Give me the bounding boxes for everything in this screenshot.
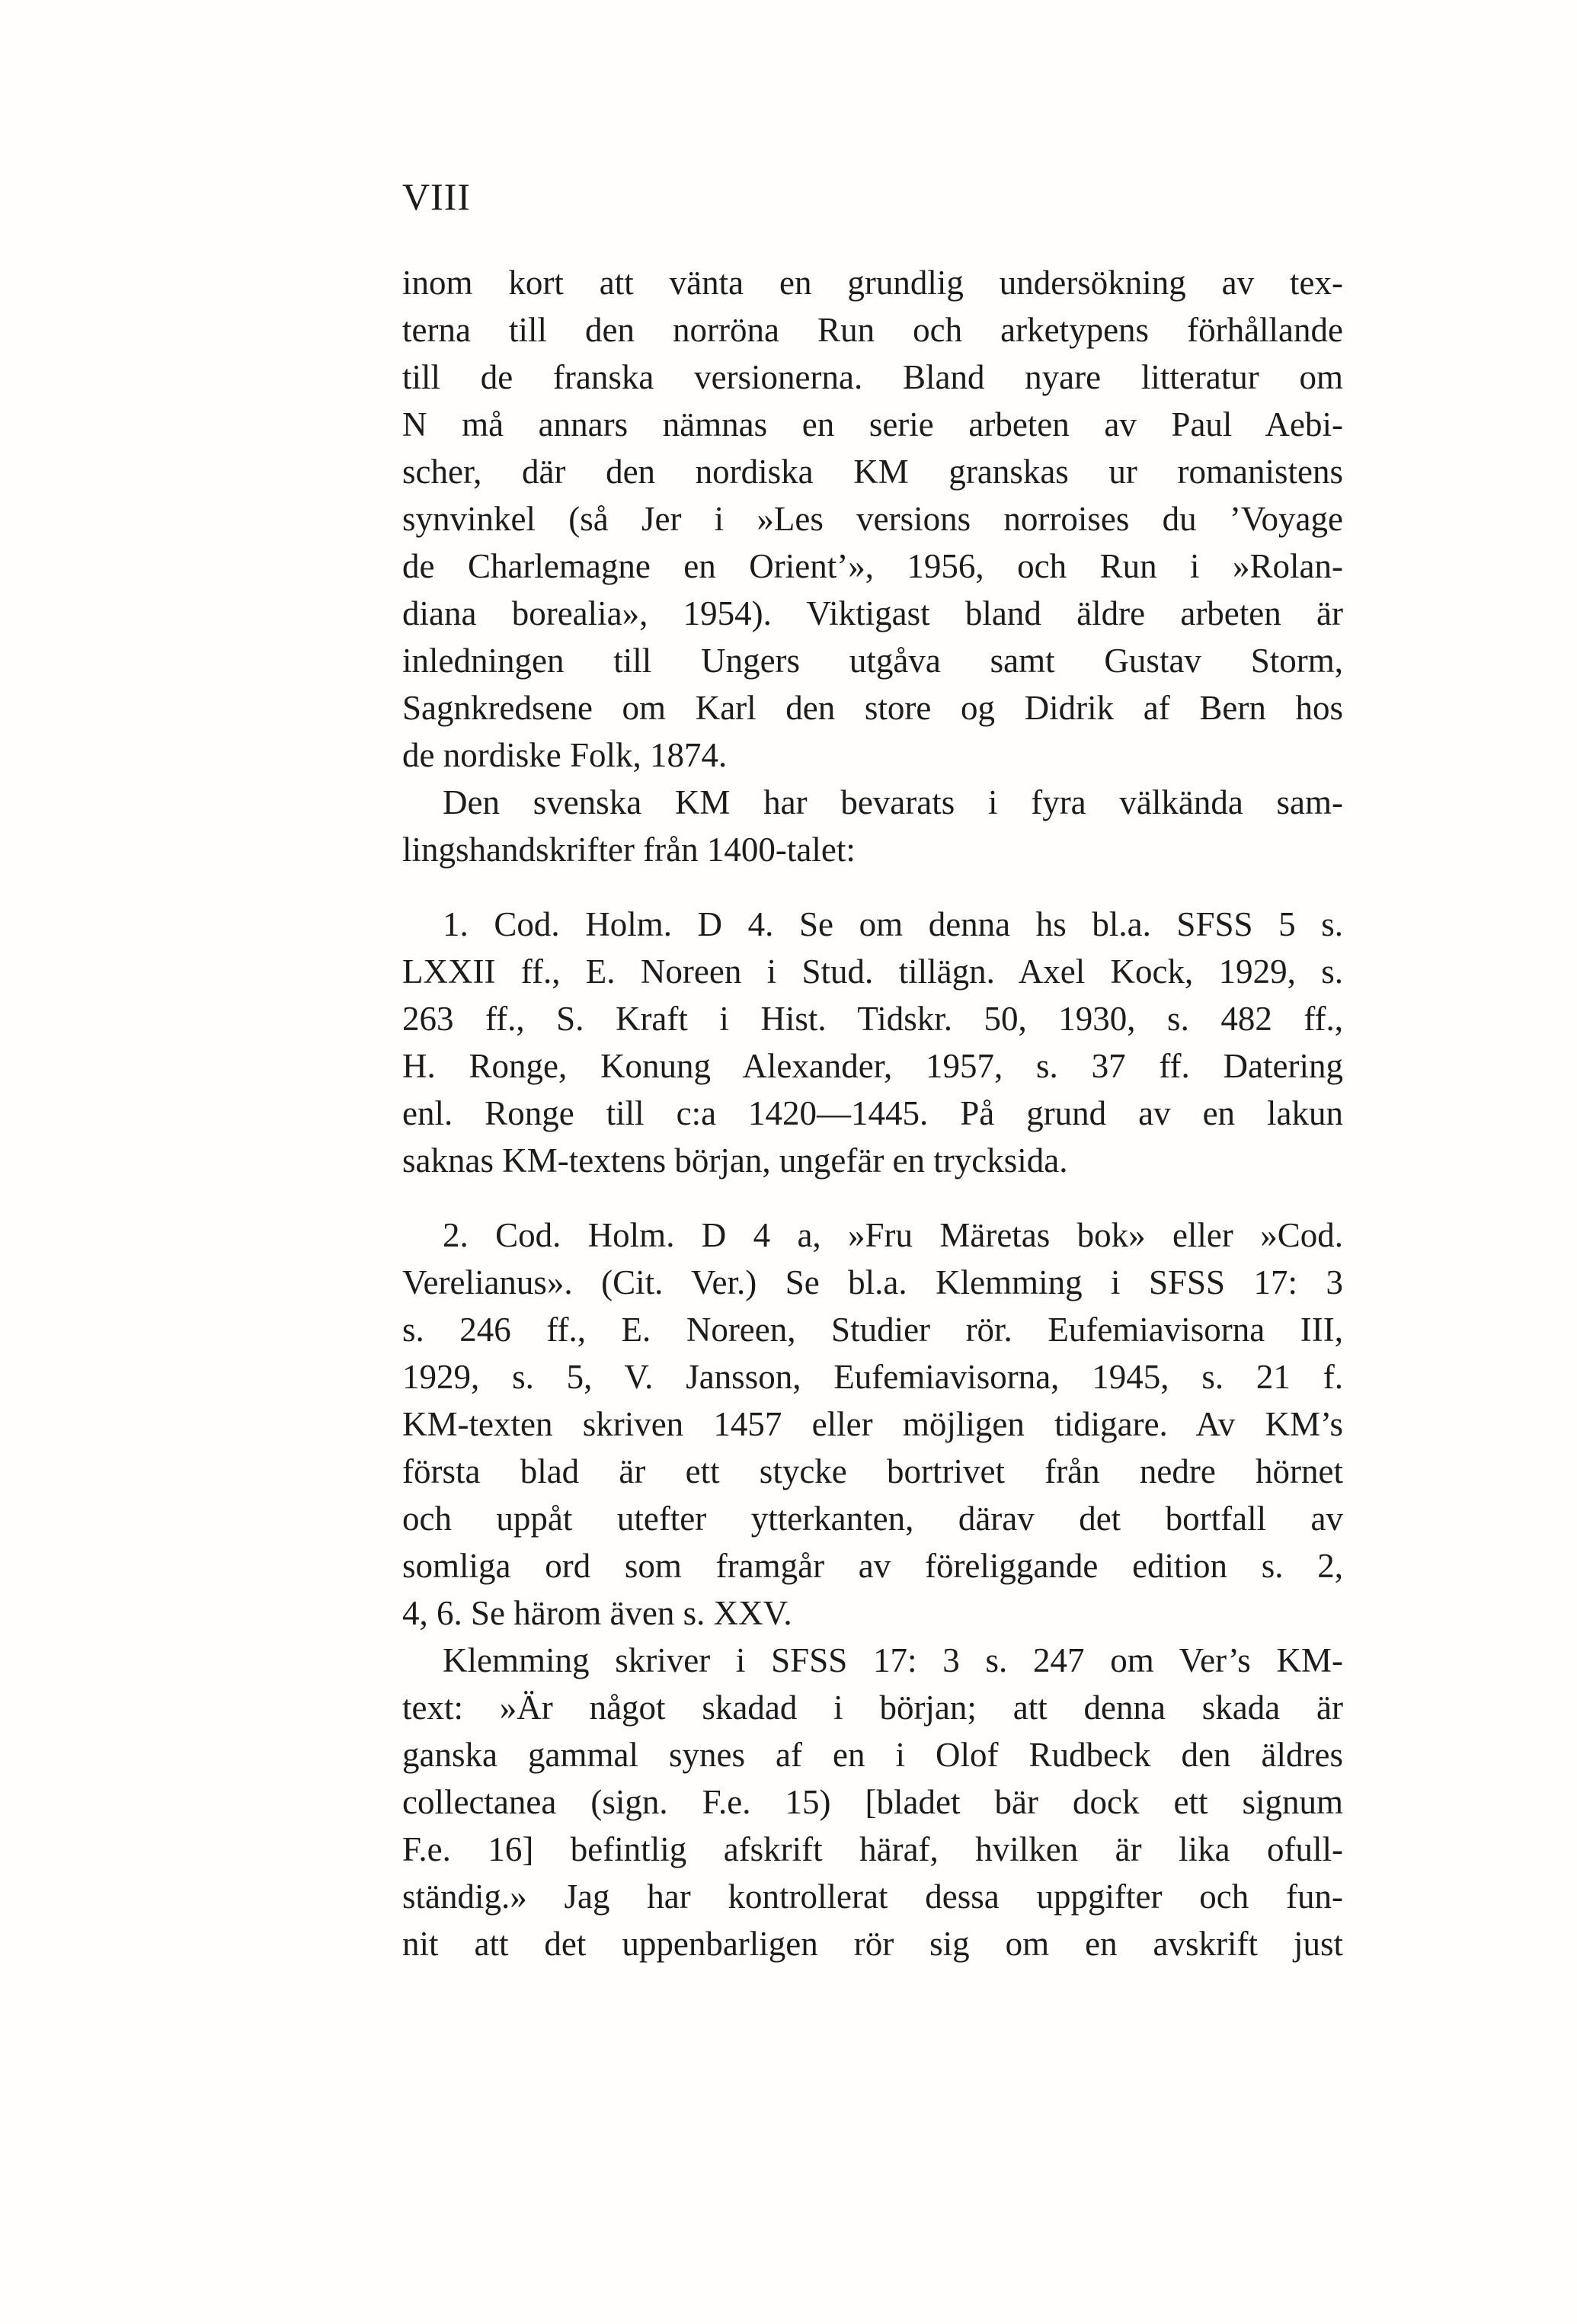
text-line: synvinkel (så Jer i »Les versions norroises du ’Voyage [402,500,1343,538]
text-line: inom kort att vänta en grundlig undersökning av tex- [402,264,1343,302]
text-line: ständig.» Jag har kontrollerat dessa uppgifter och fun- [402,1877,1343,1916]
text-line: somliga ord som framgår av föreliggande edition s. 2, [402,1547,1343,1585]
text-line: KM-texten skriven 1457 eller möjligen tidigare. Av KM’s [402,1405,1343,1443]
text-line: saknas KM-textens början, ungefär en trycksida. [402,1141,1068,1180]
text-line: 2. Cod. Holm. D 4 a, »Fru Märetas bok» eller »Cod. [443,1216,1343,1254]
text-block [402,259,1343,1967]
page-number: VIII [402,175,472,218]
text-line: scher, där den nordiska KM granskas ur romanistens [402,453,1343,491]
text-line: inledningen till Ungers utgåva samt Gustav Storm, [402,642,1343,680]
text-line: lingshandskrifter från 1400-talet: [402,831,856,869]
text-line: collectanea (sign. F.e. 15) [bladet bär dock ett signum [402,1783,1343,1821]
text-line: nit att det uppenbarligen rör sig om en avskrift just [402,1925,1343,1963]
text-line: Verelianus». (Cit. Ver.) Se bl.a. Klemming i SFSS 17: 3 [402,1263,1343,1301]
text-line: text: »Är något skadad i början; att denna skada är [402,1689,1343,1727]
text-line: Klemming skriver i SFSS 17: 3 s. 247 om Ver’s KM- [443,1641,1343,1679]
text-line: de nordiske Folk, 1874. [402,736,728,774]
text-line: 4, 6. Se härom även s. XXV. [402,1594,792,1632]
text-line: de Charlemagne en Orient’», 1956, och Run i »Rolan- [402,547,1343,585]
text-line: Sagnkredsene om Karl den store og Didrik af Bern hos [402,689,1343,727]
text-line: N må annars nämnas en serie arbeten av Paul Aebi- [402,405,1343,443]
text-line: 1. Cod. Holm. D 4. Se om denna hs bl.a. SFSS 5 s. [443,905,1343,943]
text-line: terna till den norröna Run och arketypens förhållande [402,311,1343,349]
text-line: s. 246 ff., E. Noreen, Studier rör. Eufemiavisorna III, [402,1311,1343,1349]
text-line: till de franska versionerna. Bland nyare litteratur om [402,358,1343,396]
text-line: ganska gammal synes af en i Olof Rudbeck den äldres [402,1736,1343,1774]
text-line: 1929, s. 5, V. Jansson, Eufemiavisorna, 1945, s. 21 f. [402,1358,1343,1396]
text-line: första blad är ett stycke bortrivet från nedre hörnet [402,1452,1343,1490]
text-line: F.e. 16] befintlig afskrift häraf, hvilken är lika ofull- [402,1830,1343,1868]
text-line: enl. Ronge till c:a 1420—1445. På grund av en lakun [402,1094,1343,1132]
text-line: och uppåt utefter ytterkanten, därav det bortfall av [402,1500,1343,1538]
text-line: LXXII ff., E. Noreen i Stud. tillägn. Axel Kock, 1929, s. [402,952,1343,991]
text-line: diana borealia», 1954). Viktigast bland äldre arbeten är [402,594,1343,632]
text-line: 263 ff., S. Kraft i Hist. Tidskr. 50, 1930, s. 482 ff., [402,1000,1343,1038]
text-line: H. Ronge, Konung Alexander, 1957, s. 37 ff. Datering [402,1047,1343,1085]
text-line: Den svenska KM har bevarats i fyra välkända sam- [443,783,1343,821]
